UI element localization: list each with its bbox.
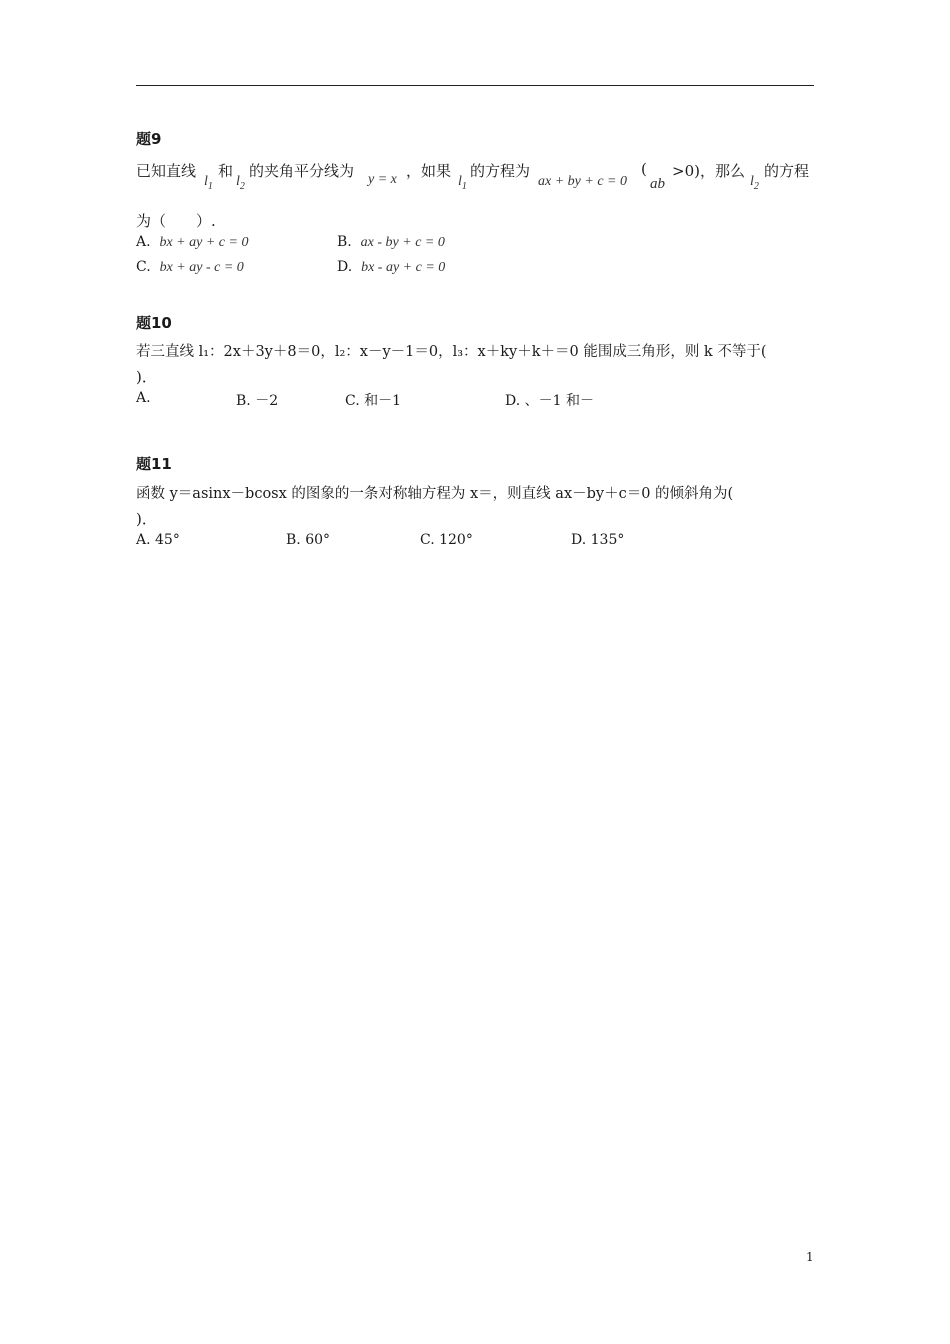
q10-option-b: B. －2 bbox=[236, 393, 279, 409]
q9-stem-line2: 为（ ）. bbox=[136, 212, 216, 230]
q9-stem-e: 的方程 bbox=[764, 162, 810, 180]
q11-stem-line2: )． bbox=[136, 510, 157, 528]
q9-option-c: C. bx + ay - c = 0 bbox=[136, 259, 244, 275]
q11-option-b: B. 60° bbox=[286, 532, 331, 548]
header-rule bbox=[136, 85, 814, 86]
q9-option-a: A. bx + ay + c = 0 bbox=[136, 234, 249, 250]
q10-stem-line1: 若三直线 l₁：2x＋3y＋8＝0，l₂：x－y－1＝0，l₃：x＋ky＋k＋＝0 能围成三角形，则 k 不等于( bbox=[136, 344, 767, 360]
q9-l2: $l_2$ bbox=[236, 174, 245, 192]
q11-title: 题11 bbox=[136, 455, 172, 473]
q9-title: 题9 bbox=[136, 130, 162, 148]
q9-cond: >0)，那么 bbox=[672, 162, 745, 180]
page-number: 1 bbox=[806, 1250, 814, 1264]
q9-option-b: B. ax - by + c = 0 bbox=[337, 234, 445, 250]
q9-stem-a: 已知直线 bbox=[136, 162, 197, 180]
q9-stem-d: 的方程为 bbox=[470, 162, 531, 180]
q9-stem-c: ，如果 bbox=[406, 162, 452, 180]
q10-title: 题10 bbox=[136, 314, 172, 332]
q10-stem-line2: )． bbox=[136, 368, 157, 386]
q9-l2b: $l_2$ bbox=[750, 174, 759, 192]
q9-option-d: D. bx - ay + c = 0 bbox=[337, 259, 446, 275]
q11-option-a: A. 45° bbox=[136, 532, 180, 548]
q11-stem-line1: 函数 y＝asinx－bcosx 的图象的一条对称轴方程为 x＝，则直线 ax－by＋c＝0 的倾斜角为( bbox=[136, 486, 734, 502]
q9-stem-b: 的夹角平分线为 bbox=[249, 162, 355, 180]
q9-stem-line1 bbox=[136, 160, 814, 194]
q10-option-c: C. 和－1 bbox=[345, 393, 402, 409]
q9-paren-open: ( bbox=[641, 160, 647, 178]
q9-eq-line: ax + by + c = 0 bbox=[538, 174, 627, 189]
q9-l1: $l_1$ bbox=[204, 174, 213, 192]
q9-eq-yx: y = x bbox=[368, 172, 397, 187]
q9-l1b: $l_1$ bbox=[458, 174, 467, 192]
q9-ab: ab bbox=[650, 176, 665, 192]
q11-option-d: D. 135° bbox=[571, 532, 625, 548]
q10-option-a: A. bbox=[136, 390, 151, 406]
q9-and: 和 bbox=[218, 162, 234, 180]
q11-option-c: C. 120° bbox=[420, 532, 473, 548]
q10-option-d: D. 、－1 和－ bbox=[505, 393, 594, 409]
